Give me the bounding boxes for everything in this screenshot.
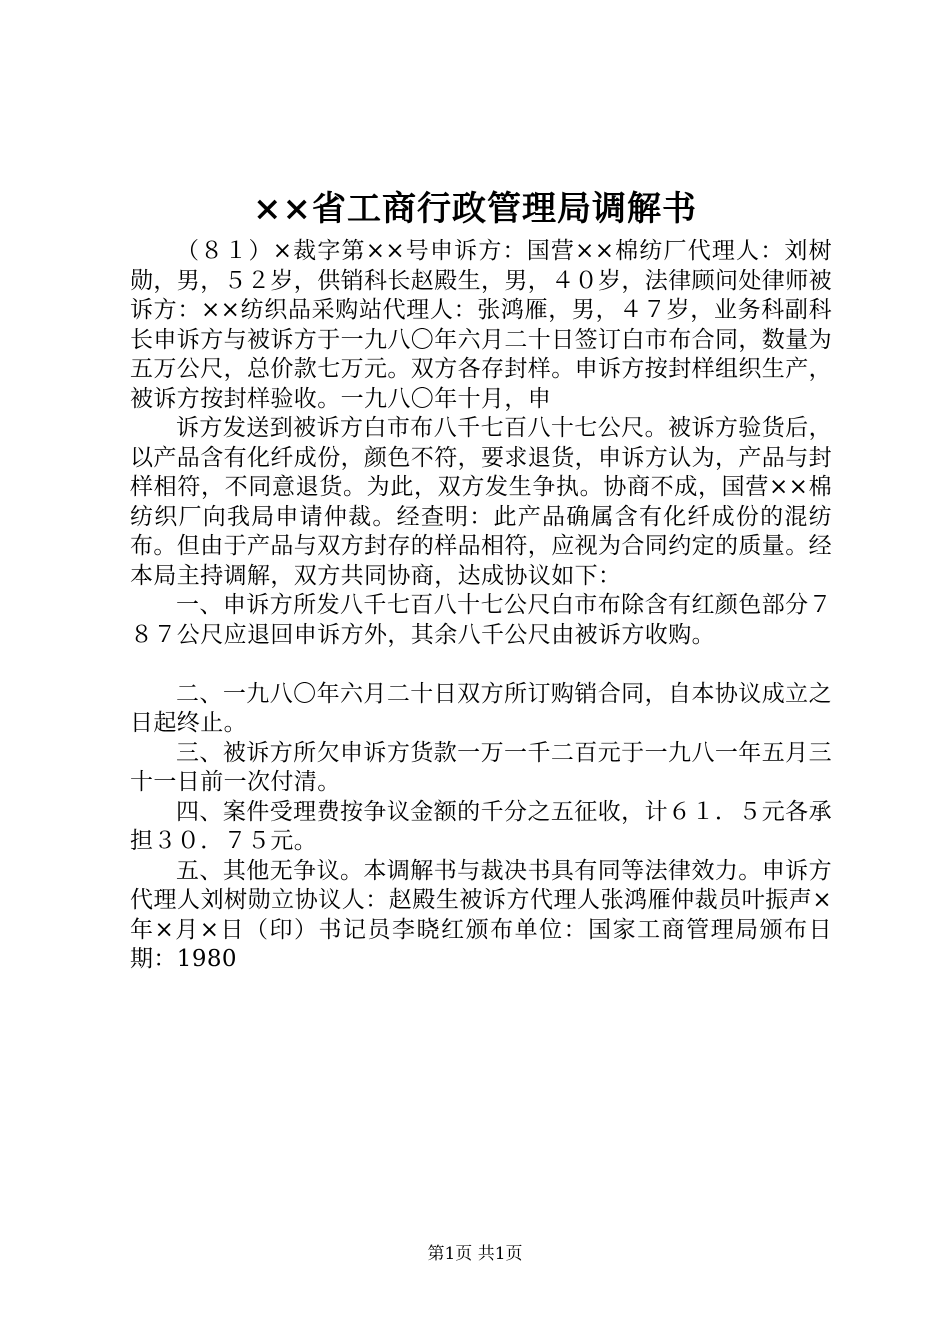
page-footer: 第1页 共1页 — [427, 1244, 523, 1264]
paragraph-agreement-3: 三、被诉方所欠申诉方货款一万一千二百元于一九八一年五月三十一日前一次付清。 — [130, 739, 832, 795]
document-title: ××省工商行政管理局调解书 — [253, 189, 697, 229]
paragraph-agreement-5: 五、其他无争议。本调解书与裁决书具有同等法律效力。申诉方代理人刘树勋立协议人：赵殿生被诉方代理人张鸿雁仲裁员叶振声×年×月×日（印）书记员李晓红颁布单位：国家工商管理局颁布日期：1980 — [130, 857, 832, 972]
paragraph-case-facts: 诉方发送到被诉方白市布八千七百八十七公尺。被诉方验货后，以产品含有化纤成份，颜色不符，要求退货，申诉方认为，产品与封样相符，不同意退货。为此，双方发生争执。协商不成，国营××棉纺织厂向我局申请仲裁。经查明：此产品确属含有化纤成份的混纺布。但由于产品与双方封存的样品相符，应视为合同约定的质量。经本局主持调解，双方共同协商，达成协议如下： — [130, 415, 832, 589]
paragraph-agreement-1: 一、申诉方所发八千七百八十七公尺白市布除含有红颜色部分７８７公尺应退回申诉方外，其余八千公尺由被诉方收购。 — [130, 592, 832, 648]
paragraph-case-header: （８１）×裁字第××号申诉方：国营××棉纺厂代理人：刘树勋，男，５２岁，供销科长赵殿生，男，４０岁，法律顾问处律师被诉方：××纺织品采购站代理人：张鸿雁，男，４７岁，业务科副科长申诉方与被诉方于一九八〇年六月二十日签订白市布合同，数量为五万公尺，总价款七万元。双方各存封样。申诉方按封样组织生产，被诉方按封样验收。一九八〇年十月，申 — [130, 238, 832, 412]
document-body — [130, 237, 832, 975]
paragraph-agreement-2: 二、一九八〇年六月二十日双方所订购销合同，自本协议成立之日起终止。 — [130, 680, 832, 736]
paragraph-agreement-4: 四、案件受理费按争议金额的千分之五征收，计６１．５元各承担３０．７５元。 — [130, 798, 832, 854]
